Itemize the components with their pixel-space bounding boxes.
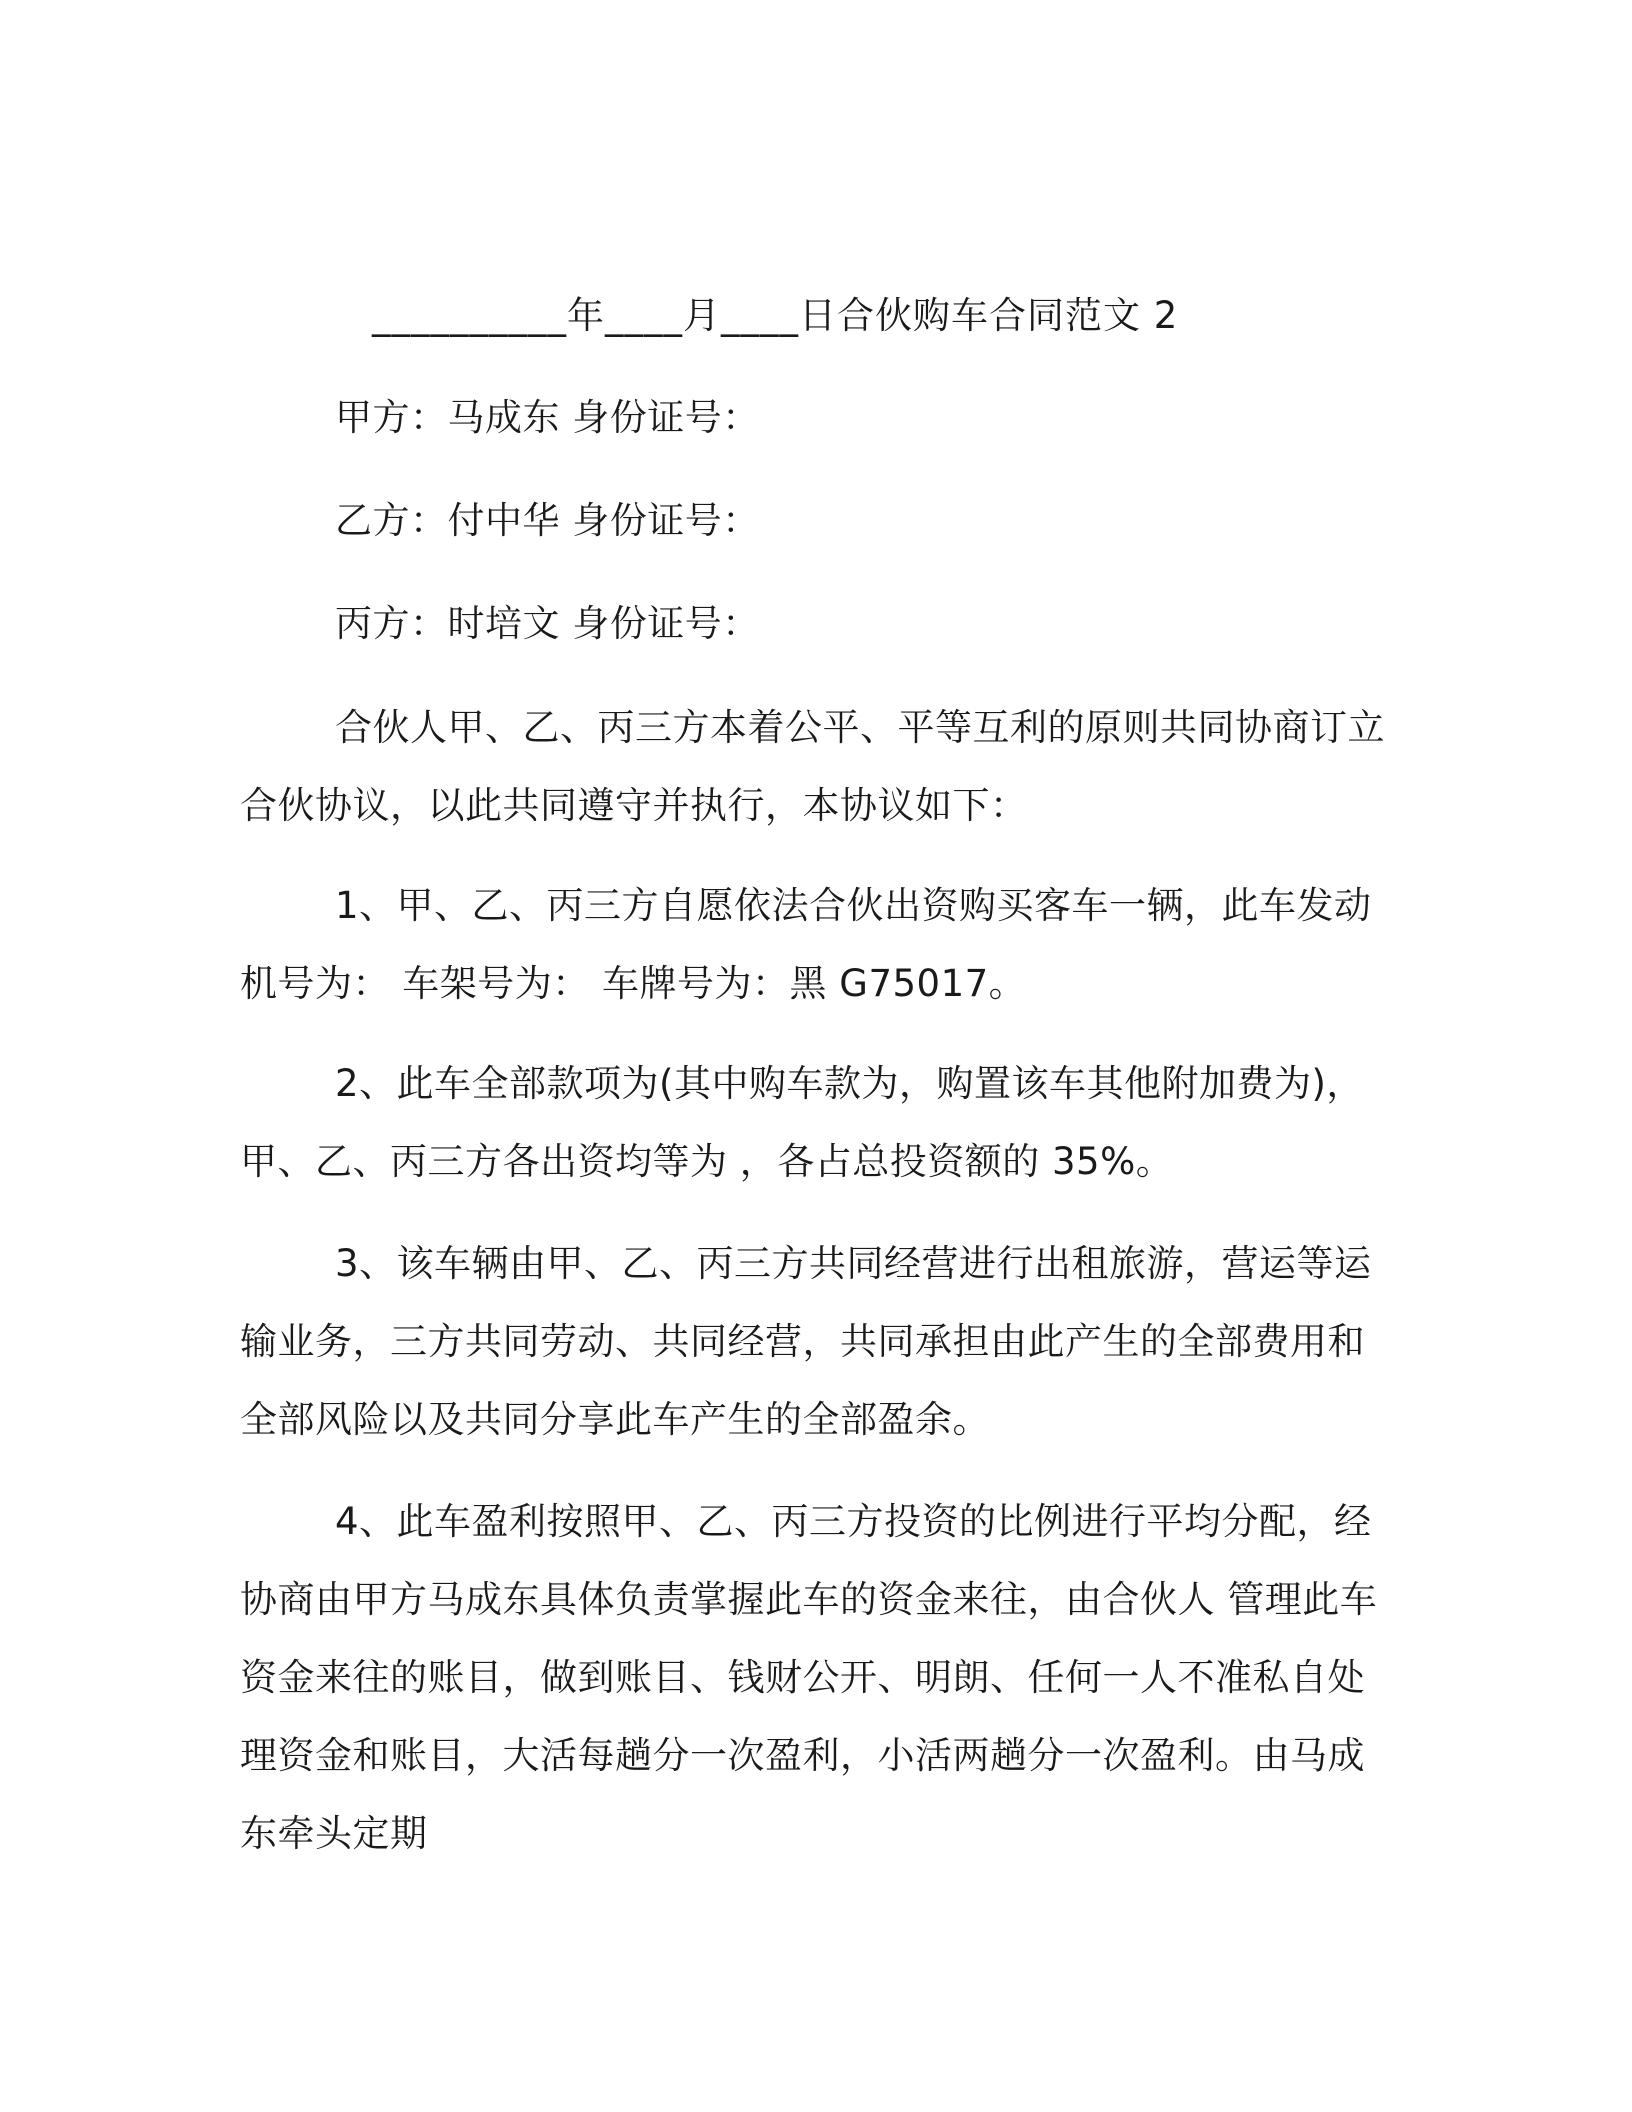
- clause2-line-2: 甲、乙、丙三方各出资均等为 ，各占总投资额的 35%。: [240, 1140, 1174, 1183]
- document-title: __________年____月____日合伙购车合同范文 2: [372, 294, 1179, 337]
- clause4-line-3: 资金来往的账目，做到账目、钱财公开、明朗、任何一人不准私自处: [240, 1656, 1365, 1699]
- clause3-line-3: 全部风险以及共同分享此车产生的全部盈余。: [240, 1398, 990, 1441]
- party-c: 丙方：时培文 身份证号：: [335, 602, 760, 645]
- party-a: 甲方：马成东 身份证号：: [335, 396, 760, 439]
- clause3-line-2: 输业务，三方共同劳动、共同经营，共同承担由此产生的全部费用和: [240, 1320, 1365, 1363]
- clause2-line-1: 2、此车全部款项为(其中购车款为，购置该车其他附加费为)，: [335, 1062, 1364, 1105]
- intro-line-2: 合伙协议，以此共同遵守并执行，本协议如下：: [240, 784, 1028, 827]
- party-b: 乙方：付中华 身份证号：: [335, 499, 760, 542]
- intro-line-1: 合伙人甲、乙、丙三方本着公平、平等互利的原则共同协商订立: [335, 706, 1385, 749]
- clause1-line-2: 机号为： 车架号为： 车牌号为：黑 G75017。: [240, 962, 1027, 1005]
- clause4-line-4: 理资金和账目，大活每趟分一次盈利，小活两趟分一次盈利。由马成: [240, 1734, 1365, 1777]
- clause1-line-1: 1、甲、乙、丙三方自愿依法合伙出资购买客车一辆，此车发动: [335, 884, 1372, 927]
- clause4-line-5: 东牵头定期: [240, 1812, 428, 1855]
- clause3-line-1: 3、该车辆由甲、乙、丙三方共同经营进行出租旅游，营运等运: [335, 1242, 1372, 1285]
- clause4-line-1: 4、此车盈利按照甲、乙、丙三方投资的比例进行平均分配，经: [335, 1500, 1372, 1543]
- clause4-line-2: 协商由甲方马成东具体负责掌握此车的资金来往，由合伙人 管理此车: [240, 1578, 1378, 1621]
